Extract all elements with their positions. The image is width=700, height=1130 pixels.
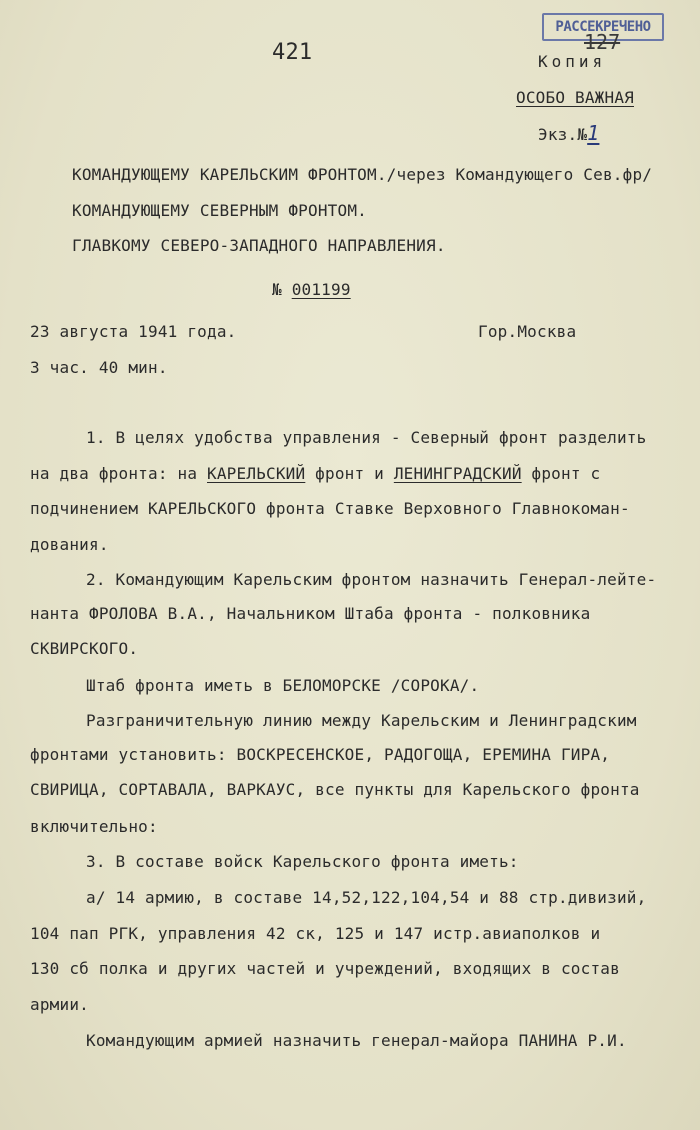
order-time: 3 час. 40 мин. (30, 358, 168, 377)
body-line: нанта ФРОЛОВА В.А., Начальником Штаба фронта - полковника (30, 604, 591, 623)
order-number-prefix: № (272, 280, 282, 299)
body-line: Штаб фронта иметь в БЕЛОМОРСКЕ /СОРОКА/. (86, 676, 480, 695)
body-line: 3. В составе войск Карельского фронта иметь: (86, 852, 519, 871)
exemplar-label-text: Экз.№ (538, 125, 588, 144)
body-line: армии. (30, 995, 89, 1014)
exemplar-label (538, 121, 599, 145)
order-number-value: 001199 (291, 280, 351, 299)
stamp-number: 127 (584, 30, 621, 54)
order-place: Гор.Москва (478, 322, 577, 341)
body-line: подчинением КАРЕЛЬСКОГО фронта Ставке Верховного Главнокоман- (30, 499, 630, 518)
exemplar-number: 1 (587, 121, 600, 145)
body-line: включительно: (30, 817, 158, 836)
body-line: Разграничительную линию между Карельским и Ленинградским (86, 711, 637, 730)
declassified-stamp: РАССЕКРЕЧЕНО (542, 13, 664, 41)
body-line: дования. (30, 535, 109, 554)
copy-label: Копия (538, 52, 607, 71)
karelian-front-name: КАРЕЛЬСКИЙ (207, 464, 306, 483)
body-text: фронт с (521, 464, 601, 483)
order-date: 23 августа 1941 года. (30, 322, 237, 341)
page-number: 421 (272, 40, 313, 65)
body-line (30, 464, 600, 483)
body-text: фронт и (305, 464, 394, 483)
body-line: фронтами установить: ВОСКРЕСЕНСКОЕ, РАДОГОЩА, ЕРЕМИНА ГИРА, (30, 745, 611, 764)
body-line: 1. В целях удобства управления - Северный фронт разделить (86, 428, 647, 447)
order-number (272, 280, 351, 299)
body-line: 104 пап РГК, управления 42 ск, 125 и 147 истр.авиаполков и (30, 924, 601, 943)
addressee-3: ГЛАВКОМУ СЕВЕРО-ЗАПАДНОГО НАПРАВЛЕНИЯ. (72, 236, 446, 255)
body-line: а/ 14 армию, в составе 14,52,122,104,54 и 88 стр.дивизий, (86, 888, 647, 907)
body-line: Командующим армией назначить генерал-майора ПАНИНА Р.И. (86, 1031, 627, 1050)
body-text: на два фронта: на (30, 464, 207, 483)
classification-label: ОСОБО ВАЖНАЯ (516, 88, 634, 107)
body-line: 2. Командующим Карельским фронтом назначить Генерал-лейте- (86, 570, 657, 589)
addressee-2: КОМАНДУЮЩЕМУ СЕВЕРНЫМ ФРОНТОМ. (72, 201, 367, 220)
body-line: 130 сб полка и других частей и учреждений, входящих в состав (30, 959, 620, 978)
addressee-1: КОМАНДУЮЩЕМУ КАРЕЛЬСКИМ ФРОНТОМ./через Командующего Сев.фр/ (72, 165, 653, 184)
body-line: СКВИРСКОГО. (30, 639, 139, 658)
body-line: СВИРИЦА, СОРТАВАЛА, ВАРКАУС, все пункты для Карельского фронта (30, 780, 640, 799)
leningrad-front-name: ЛЕНИНГРАДСКИЙ (393, 464, 522, 483)
